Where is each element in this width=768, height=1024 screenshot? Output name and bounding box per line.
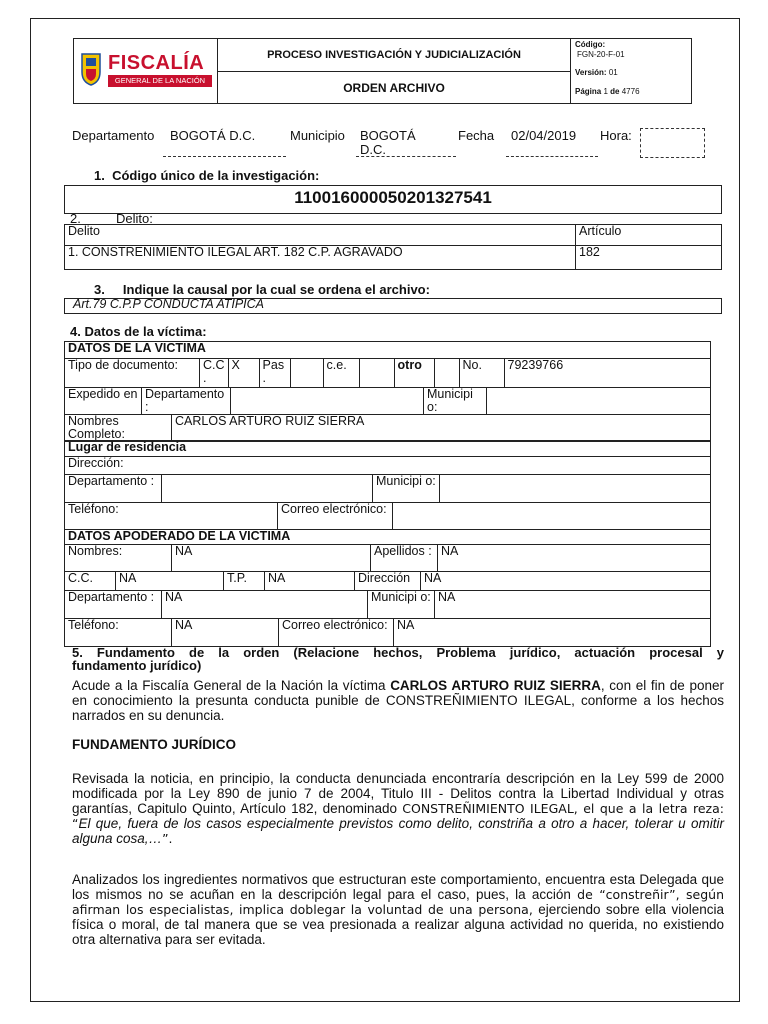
no-value: 79239766 — [504, 359, 710, 388]
dept-underline — [163, 156, 286, 157]
articulo-col-header: Artículo — [576, 225, 722, 246]
otro-value — [434, 359, 459, 388]
residence-location-row — [64, 474, 711, 503]
version-value: 01 — [608, 68, 618, 77]
ap-nombres-label: Nombres: — [65, 545, 172, 572]
ap-municipio-label: Municipi o: — [368, 591, 435, 619]
analysis-text-b: de “constreñir”, según afirman los especialistas, implica doblegar la voluntad de una persona, — [72, 887, 725, 917]
facts-text-a: Acude a la Fiscalía General de la Nación la víctima — [72, 678, 391, 693]
ap-apellidos-value: NA — [438, 545, 711, 572]
nombres-value: CARLOS ARTURO RUIZ SIERRA — [172, 415, 711, 442]
version-label: Versión: — [575, 68, 607, 77]
legal-text-b: CONSTREÑIMIENTO ILEGAL, el que a la letra reza: “ — [72, 801, 724, 831]
delito-table — [64, 224, 722, 270]
legal-quote: El que, fuera de los casos especialmente previstos como delito, constriña a otro a hacer, tolerar u omitir alguna cosa,… — [72, 816, 724, 846]
ap-telefono-label: Teléfono: — [65, 619, 172, 647]
ap-telefono-value: NA — [172, 619, 279, 647]
time-field[interactable] — [640, 128, 705, 158]
shield-icon — [80, 52, 102, 86]
cc-mark: X — [228, 359, 259, 388]
no-label: No. — [459, 359, 504, 388]
document-header — [73, 38, 692, 104]
dept-value: BOGOTÁ D.C. — [170, 128, 256, 143]
analysis-text-a: Analizados los ingredientes normativos que estructuran este comportamiento, encuentra esta Delegada que los mismos no se acuñan en la descripción legal para el caso, pues, la acción — [72, 872, 724, 902]
expedido-label: Expedido en — [65, 388, 142, 415]
analysis-paragraph — [72, 872, 724, 947]
investigation-code: 110016000050201327541 — [294, 188, 492, 207]
section5-title-line1: 5. Fundamento de la orden (Relacione hechos, Problema jurídico, actuación procesal y — [72, 645, 724, 660]
departamento-label: Departamento : — [142, 388, 231, 415]
res-municipio-value — [440, 475, 711, 503]
fundamento-heading: FUNDAMENTO JURÍDICO — [72, 737, 237, 752]
mun-underline — [356, 156, 456, 157]
municipio-value — [487, 388, 711, 415]
apoderado-name-row — [64, 544, 711, 572]
fiscalia-logo — [80, 52, 212, 90]
cc-label: C.C . — [200, 359, 229, 388]
delito-col-header: Delito — [65, 225, 576, 246]
direccion-row — [64, 456, 711, 475]
section1-title — [94, 168, 319, 183]
apoderado-contact-row — [64, 618, 711, 647]
res-departamento-label: Departamento : — [65, 475, 162, 503]
page-label: Página — [575, 87, 602, 96]
section3-title — [94, 282, 430, 297]
mun-value-line1: BOGOTÁ — [360, 128, 416, 143]
victim-heading: DATOS DE LA VICTIMA — [65, 342, 711, 359]
process-name: PROCESO INVESTIGACIÓN Y JUDICIALIZACIÓN — [218, 39, 570, 72]
ap-municipio-value: NA — [435, 591, 711, 619]
causal-value: Art.79 C.P.P CONDUCTA ATIPICA — [73, 297, 265, 311]
mun-value-line2: D.C. — [360, 142, 386, 157]
victim-doc-row — [64, 358, 711, 388]
ap-cc-value: NA — [116, 572, 224, 591]
date-label: Fecha — [458, 128, 495, 143]
ap-correo-value: NA — [394, 619, 711, 647]
telefono-label: Teléfono: — [65, 503, 278, 530]
ap-cc-label: C.C. — [65, 572, 116, 591]
time-label: Hora: — [600, 128, 632, 143]
facts-paragraph — [72, 678, 724, 723]
section1-num: 1. — [94, 168, 105, 183]
title-cell — [218, 39, 571, 103]
logo-cell — [74, 39, 218, 103]
page-row — [575, 87, 640, 96]
investigation-code-box — [64, 185, 722, 214]
victim-expedido-row — [64, 387, 711, 415]
correo-value — [393, 503, 711, 530]
code-value: FGN-20-F-01 — [577, 50, 625, 59]
ap-apellidos-label: Apellidos : — [371, 545, 438, 572]
date-underline — [506, 156, 598, 157]
otro-label: otro — [394, 359, 434, 388]
municipio-label: Municipi o: — [424, 388, 487, 415]
apoderado-id-row — [64, 571, 711, 591]
victim-name-bold: CARLOS ARTURO RUIZ SIERRA — [390, 678, 601, 693]
pas-label: Pas . — [259, 359, 290, 388]
section3-title-text: Indique la causal por la cual se ordena el archivo: — [122, 282, 430, 297]
apoderado-heading: DATOS APODERADO DE LA VICTIMA — [65, 530, 711, 545]
correo-label: Correo electrónico: — [278, 503, 393, 530]
page-total: 4776 — [621, 87, 640, 96]
facts-text-b: , con el fin de poner en conocimiento la presunta conducta punible de CONSTREÑIMIENTO ILEGAL, conforme a los hechos narrados en su denuncia. — [72, 678, 725, 723]
analysis-text-c: ejerciendo sobre ella violencia física o moral, de tal manera que se vea presionada a realizar alguna actividad no querida, no existiendo otra alternativa para ser evitada. — [72, 902, 724, 947]
version-row — [575, 68, 618, 77]
page-of: de — [610, 87, 620, 96]
direccion-label: Dirección: — [65, 457, 711, 475]
delito-header-row — [65, 225, 722, 246]
ap-departamento-value: NA — [162, 591, 368, 619]
doc-type-label: Tipo de documento: — [65, 359, 200, 388]
contact-row — [64, 502, 711, 530]
section5-title-line2: fundamento jurídico) — [72, 658, 202, 673]
page-value: 1 — [603, 87, 608, 96]
victim-table — [64, 341, 711, 359]
mun-label: Municipio — [290, 128, 345, 143]
date-value: 02/04/2019 — [511, 128, 577, 143]
causal-box — [64, 298, 722, 314]
pas-value — [290, 359, 323, 388]
legal-text-a: Revisada la noticia, en principio, la conducta denunciada encontraría descripción en la Ley 599 de 2000 modificada por la Ley 890 de junio 7 de 2004, Titulo III - Delitos contra la Libertad Individual y otras garantías, Capitulo Quinto, Artículo 182, denominado — [72, 771, 724, 816]
ap-departamento-label: Departamento : — [65, 591, 162, 619]
ap-nombres-value: NA — [172, 545, 371, 572]
section3-num: 3. — [94, 282, 105, 297]
section4-title: 4. Datos de la víctima: — [70, 324, 207, 339]
legal-paragraph — [72, 771, 724, 846]
ap-correo-label: Correo electrónico: — [279, 619, 394, 647]
res-municipio-label: Municipi o: — [373, 475, 440, 503]
ce-value — [359, 359, 394, 388]
res-departamento-value — [162, 475, 373, 503]
departamento-value — [231, 388, 424, 415]
document-title: ORDEN ARCHIVO — [343, 80, 445, 95]
brand-subtitle: GENERAL DE LA NACIÓN — [108, 75, 212, 87]
ap-tp-value: NA — [265, 572, 355, 591]
dept-label: Departamento — [72, 128, 155, 143]
code-label: Código: — [575, 40, 606, 49]
ce-label: c.e. — [323, 359, 359, 388]
delito-row — [65, 246, 722, 270]
nombres-label: Nombres Completo: — [65, 415, 172, 442]
apoderado-location-row — [64, 590, 711, 619]
delito-value: 1. CONSTRENIMIENTO ILEGAL ART. 182 C.P. AGRAVADO — [65, 246, 576, 270]
victim-name-row — [64, 414, 711, 442]
section2-title: Delito: — [116, 211, 153, 226]
residencia-heading: Lugar de residencia — [65, 441, 711, 457]
section2-num: 2. — [70, 211, 81, 226]
articulo-value: 182 — [576, 246, 722, 270]
section1-title-text: Código único de la investigación: — [112, 168, 320, 183]
brand-name: FISCALÍA — [108, 52, 205, 74]
apoderado-heading-row — [64, 529, 711, 545]
ap-direccion-label: Dirección — [355, 572, 421, 591]
residence-heading-row — [64, 440, 711, 457]
legal-text-c: ”. — [162, 831, 173, 846]
meta-cell — [571, 39, 691, 103]
ap-direccion-value: NA — [421, 572, 711, 591]
ap-tp-label: T.P. — [224, 572, 265, 591]
